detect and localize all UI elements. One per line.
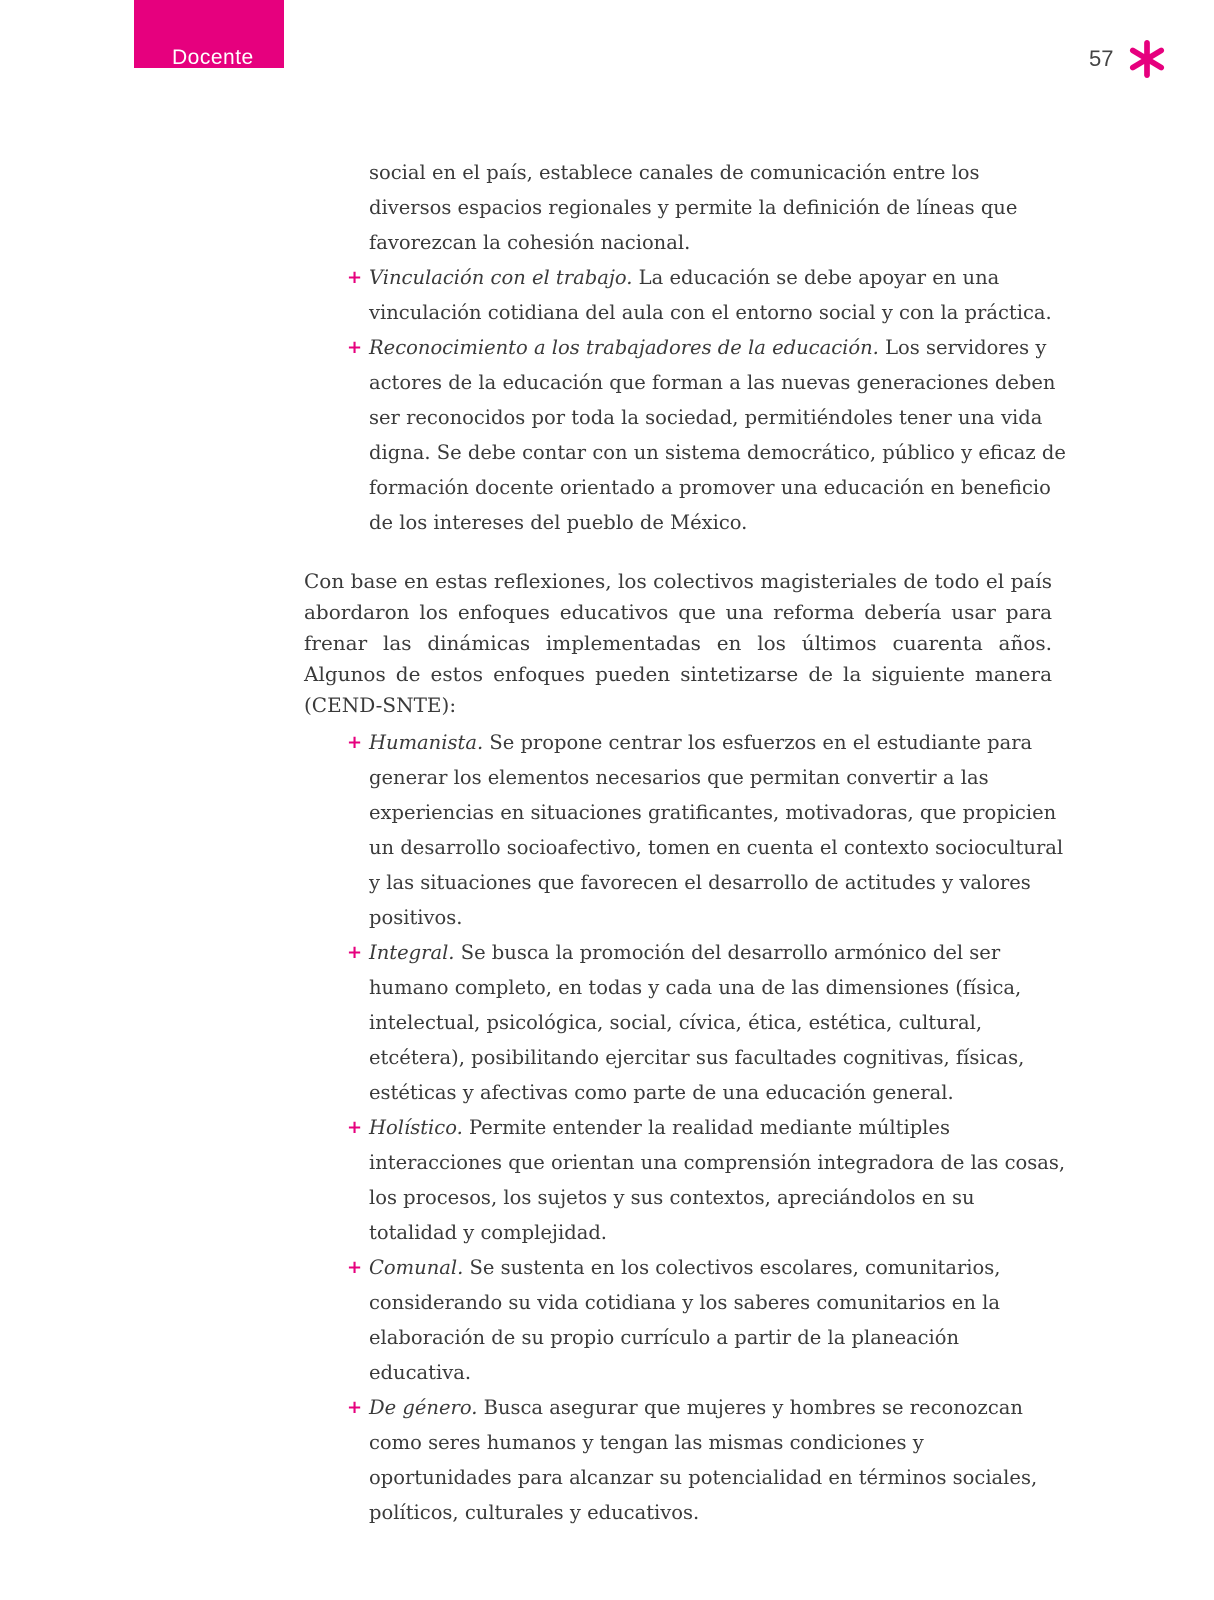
list-item <box>347 725 1067 935</box>
item-term: Integral. <box>369 941 455 964</box>
section-label: Docente <box>172 46 254 69</box>
plus-bullet-icon: + <box>347 337 363 358</box>
item-term: Holístico. <box>369 1116 463 1139</box>
item-term: Vinculación con el trabajo. <box>369 266 633 289</box>
page-number: 57 <box>1089 46 1114 71</box>
item-text: Se busca la promoción del desarrollo armónico del ser humano completo, en todas y cada una de las dimensiones (física, intelectual, psicológica, social, cívica, ética, estética, cultural, etcétera), posibilitando ejercitar sus facultades cognitivas, físicas, estéticas y afectivas como parte de una educación general. <box>369 941 1025 1104</box>
list-item <box>347 260 1067 330</box>
item-text: Permite entender la realidad mediante múltiples interacciones que orientan una comprensión integradora de las cosas, los procesos, los sujetos y sus contextos, apreciándolos en su totalidad y complejidad. <box>369 1116 1066 1244</box>
item-text: Se propone centrar los esfuerzos en el estudiante para generar los elementos necesarios que permitan convertir a las experiencias en situaciones gratificantes, motivadoras, que propicien un desarrollo socioafectivo, tomen en cuenta el contexto sociocultural y las situaciones que favorecen el desarrollo de actitudes y valores positivos. <box>369 731 1064 929</box>
item-term: De género. <box>369 1396 478 1419</box>
item-text: Se sustenta en los colectivos escolares, comunitarios, considerando su vida cotidiana y los saberes comunitarios en la elaboración de su propio currículo a partir de la planeación educativa. <box>369 1256 1001 1384</box>
list-item <box>347 1110 1067 1250</box>
item-text: Busca asegurar que mujeres y hombres se reconozcan como seres humanos y tengan las mismas condiciones y oportunidades para alcanzar su potencialidad en términos sociales, políticos, culturales y educativos. <box>369 1396 1038 1524</box>
approaches-list <box>347 725 1067 1530</box>
item-term: Comunal. <box>369 1256 464 1279</box>
asterisk-icon <box>1128 40 1166 78</box>
item-text: Los servidores y actores de la educación que forman a las nuevas generaciones deben ser reconocidos por toda la sociedad, permitiéndoles tener una vida digna. Se debe contar con un sistema democrático, público y eficaz de formación docente orientado a promover una educación en beneficio de los intereses del pueblo de México. <box>369 336 1066 534</box>
plus-bullet-icon: + <box>347 1257 363 1278</box>
list-item <box>347 1250 1067 1390</box>
item-term: Reconocimiento a los trabajadores de la educación. <box>369 336 879 359</box>
plus-bullet-icon: + <box>347 1117 363 1138</box>
plus-bullet-icon: + <box>347 942 363 963</box>
list-item <box>347 1390 1067 1530</box>
principles-list <box>347 260 1067 540</box>
item-text: La educación se debe apoyar en una vinculación cotidiana del aula con el entorno social y con la práctica. <box>369 266 1052 324</box>
plus-bullet-icon: + <box>347 732 363 753</box>
item-term: Humanista. <box>369 731 484 754</box>
continuation-paragraph: social en el país, establece canales de comunicación entre los diversos espacios regionales y permite la definición de líneas que favorezcan la cohesión nacional. <box>369 161 1018 254</box>
body-paragraph: Con base en estas reflexiones, los colectivos magisteriales de todo el país abordaron los enfoques educativos que una reforma debería usar para frenar las dinámicas implementadas en los últimos cuarenta años. Algunos de estos enfoques pueden sintetizarse de la siguiente manera (CEND-SNTE): <box>304 569 1052 717</box>
list-item <box>347 330 1067 540</box>
section-tab <box>134 0 284 68</box>
plus-bullet-icon: + <box>347 267 363 288</box>
list-item <box>347 935 1067 1110</box>
plus-bullet-icon: + <box>347 1397 363 1418</box>
